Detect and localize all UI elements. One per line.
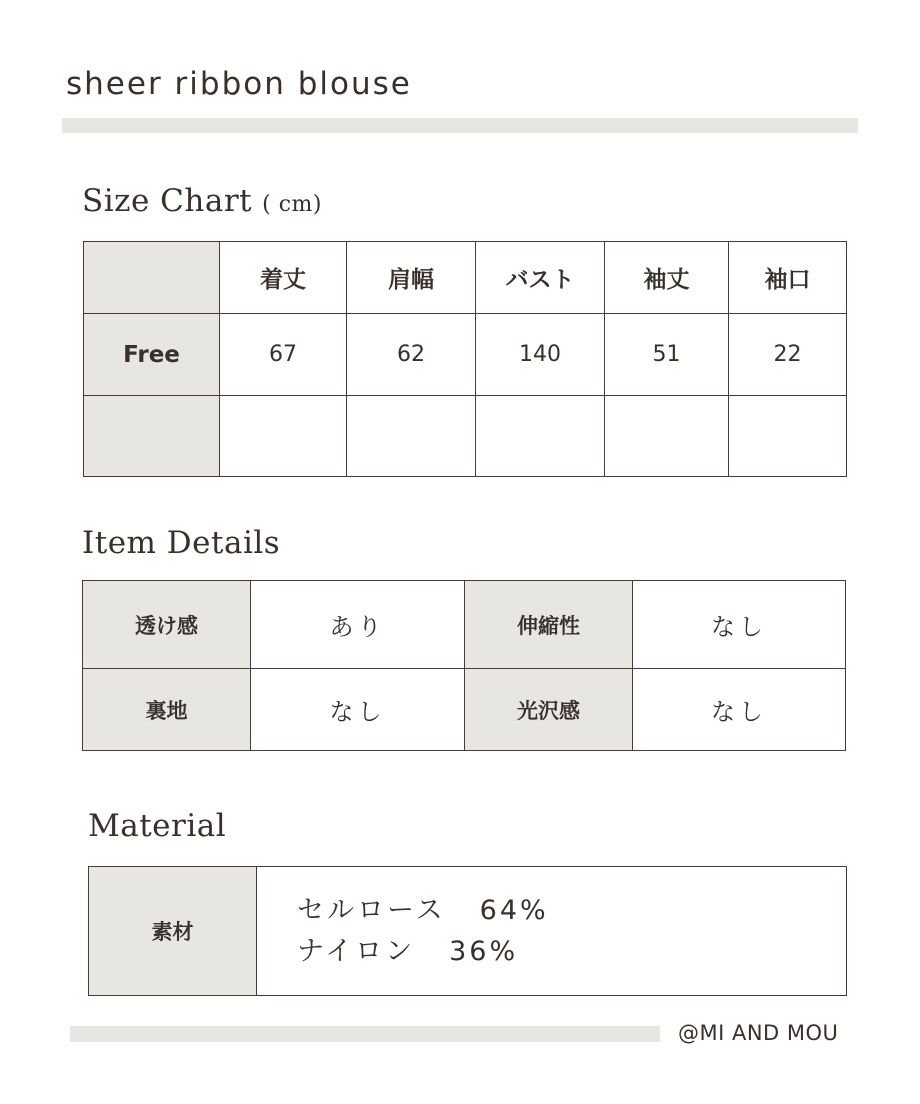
material-row	[89, 867, 847, 996]
size-header-row	[84, 242, 847, 314]
footer-credit: @MI AND MOU	[678, 1021, 839, 1045]
material-name: ナイロン	[297, 936, 416, 967]
material-line	[297, 931, 846, 972]
detail-label-cell: 透け感	[83, 581, 251, 669]
size-col-header: バスト	[476, 242, 605, 314]
size-row-free	[84, 314, 847, 396]
size-value-cell: 62	[347, 314, 476, 396]
material-composition-cell	[257, 867, 847, 996]
title-divider-bar	[62, 118, 858, 133]
size-value-cell: 51	[605, 314, 729, 396]
size-row-empty	[84, 396, 847, 477]
size-chart-heading	[82, 183, 322, 219]
material-line	[297, 890, 846, 931]
size-empty-cell	[347, 396, 476, 477]
size-empty-cell	[220, 396, 347, 477]
size-chart-heading-text: Size Chart	[82, 183, 253, 219]
size-value-cell: 140	[476, 314, 605, 396]
material-label-cell: 素材	[89, 867, 257, 996]
material-table	[88, 866, 847, 996]
material-heading: Material	[88, 808, 227, 844]
size-row-label: Free	[84, 314, 220, 396]
material-percent: 36%	[449, 936, 519, 967]
size-col-header: 肩幅	[347, 242, 476, 314]
material-percent: 64%	[479, 895, 549, 926]
detail-label-cell: 裏地	[83, 669, 251, 751]
detail-label-cell: 伸縮性	[465, 581, 633, 669]
size-col-header: 袖口	[729, 242, 847, 314]
footer-divider-bar	[70, 1026, 660, 1042]
detail-label-cell: 光沢感	[465, 669, 633, 751]
size-chart-unit: ( cm)	[262, 192, 322, 217]
size-corner-cell	[84, 242, 220, 314]
size-value-cell: 22	[729, 314, 847, 396]
material-name: セルロース	[297, 895, 446, 926]
item-details-heading: Item Details	[82, 525, 281, 561]
product-title: sheer ribbon blouse	[66, 66, 412, 102]
detail-value-cell: あり	[251, 581, 465, 669]
detail-row	[83, 581, 846, 669]
size-chart-table	[83, 241, 847, 477]
size-col-header: 袖丈	[605, 242, 729, 314]
size-col-header: 着丈	[220, 242, 347, 314]
size-empty-cell	[729, 396, 847, 477]
item-details-table	[82, 580, 846, 751]
detail-row	[83, 669, 846, 751]
size-row-label-empty	[84, 396, 220, 477]
detail-value-cell: なし	[633, 581, 846, 669]
detail-value-cell: なし	[633, 669, 846, 751]
size-empty-cell	[476, 396, 605, 477]
size-value-cell: 67	[220, 314, 347, 396]
detail-value-cell: なし	[251, 669, 465, 751]
size-empty-cell	[605, 396, 729, 477]
